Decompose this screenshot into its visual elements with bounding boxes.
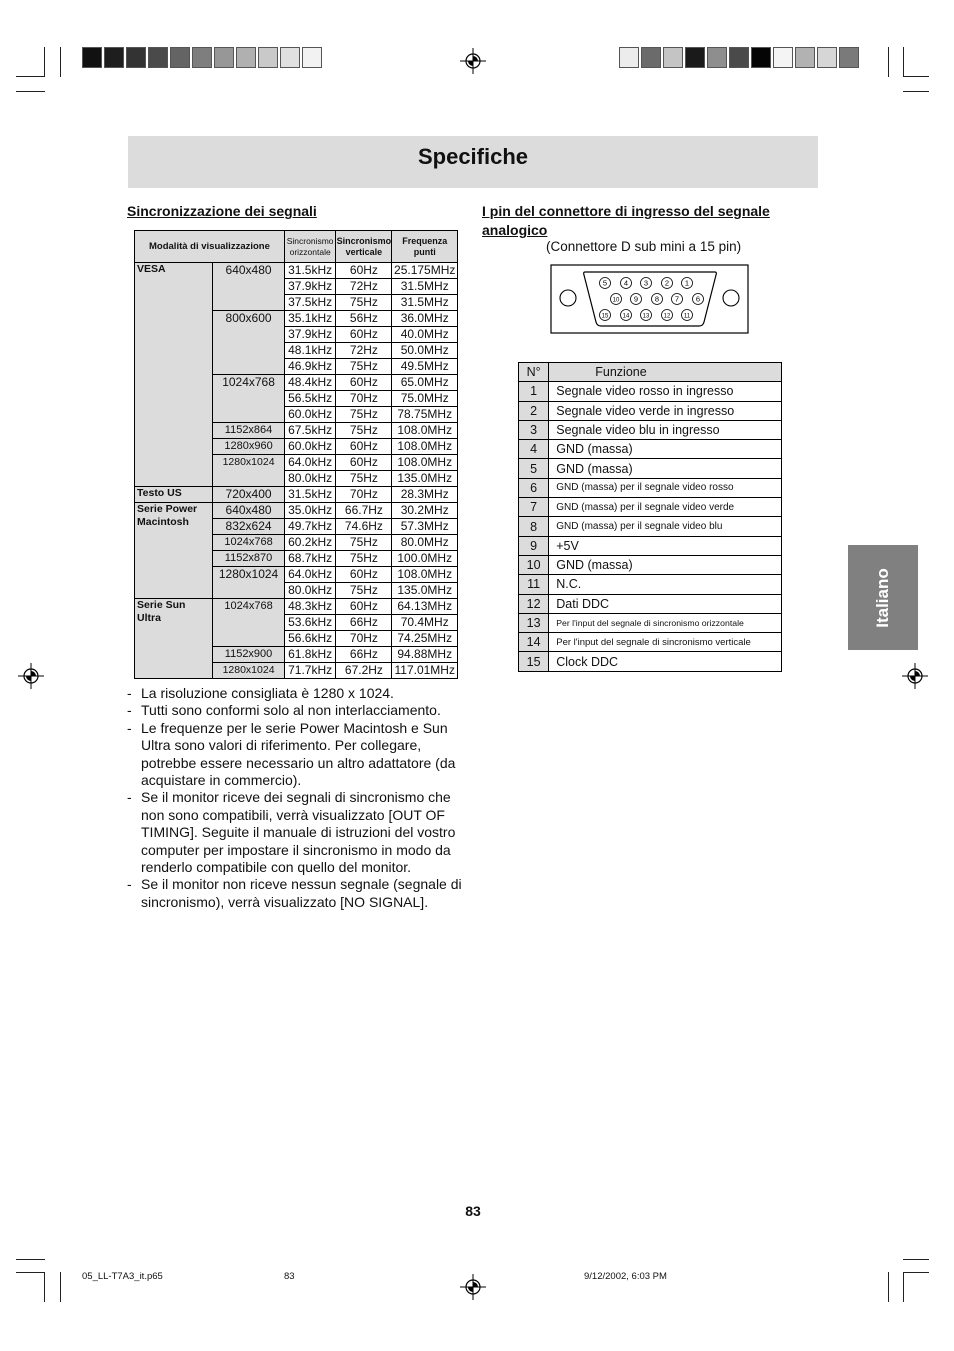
- language-tab-label-wrap: [848, 545, 918, 650]
- note-dash: -: [127, 876, 132, 893]
- table-row: [135, 599, 458, 615]
- hsync-cell: 46.9kHz: [284, 359, 336, 375]
- hsync-cell: 35.1kHz: [284, 311, 336, 327]
- color-swatch: [795, 47, 815, 68]
- note-text: Le frequenze per le serie Power Macintosh e Sun Ultra sono valori di riferimento. Per collegare, potrebbe essere necessario un altro adattatore (da acquistare in commercio).: [141, 719, 456, 789]
- pin-number: 9: [519, 536, 549, 555]
- hsync-cell: 31.5kHz: [284, 263, 336, 279]
- hsync-cell: 37.5kHz: [284, 295, 336, 311]
- vsync-cell: 60Hz: [336, 263, 392, 279]
- registration-mark-icon: [18, 663, 44, 689]
- color-swatch: [751, 47, 771, 68]
- note-text: Tutti sono conformi solo al non interlacciamento.: [141, 702, 441, 719]
- vsync-cell: 72Hz: [336, 343, 392, 359]
- vsync-cell: 75Hz: [336, 423, 392, 439]
- table-row: [519, 633, 782, 652]
- crop-mark: [903, 1272, 904, 1302]
- crop-mark: [16, 1259, 45, 1260]
- resolution-cell: 640x480: [213, 263, 285, 311]
- vsync-cell: 75Hz: [336, 407, 392, 423]
- note-dash: -: [127, 702, 132, 719]
- dot-freq-cell: 70.4MHz: [392, 615, 458, 631]
- vsync-cell: 75Hz: [336, 295, 392, 311]
- language-tab-label: Italiano: [872, 567, 892, 628]
- page-number: 83: [465, 1203, 481, 1219]
- note-text: Se il monitor riceve dei segnali di sincronismo che non sono compatibili, verrà visualizzato [OUT OF TIMING]. Seguite il manuale di istruzioni del vostro computer per impostare il sincronismo in modo da renderlo compatibile con quello del monitor.: [141, 789, 456, 876]
- crop-mark: [903, 91, 929, 92]
- hsync-cell: 48.1kHz: [284, 343, 336, 359]
- pin-function: Segnale video verde in ingresso: [549, 401, 782, 420]
- pin-function: Dati DDC: [549, 594, 782, 613]
- color-swatch: [258, 47, 278, 68]
- dot-freq-cell: 49.5MHz: [392, 359, 458, 375]
- hsync-cell: 48.3kHz: [284, 599, 336, 615]
- hsync-cell: 60.0kHz: [284, 439, 336, 455]
- pin-function: GND (massa): [549, 440, 782, 459]
- dot-freq-cell: 57.3MHz: [392, 519, 458, 535]
- pin-function: GND (massa) per il segnale video verde: [549, 498, 782, 517]
- color-swatch: [280, 47, 300, 68]
- pin-number: 1: [519, 382, 549, 401]
- hsync-cell: 60.2kHz: [284, 535, 336, 551]
- resolution-cell: 1152x864: [213, 423, 285, 439]
- dot-freq-cell: 108.0MHz: [392, 567, 458, 583]
- color-swatch: [773, 47, 793, 68]
- pin-function: Segnale video rosso in ingresso: [549, 382, 782, 401]
- dot-freq-cell: 135.0MHz: [392, 471, 458, 487]
- pin-label: 15: [601, 313, 609, 320]
- hsync-cell: 61.8kHz: [284, 647, 336, 663]
- dot-freq-cell: 65.0MHz: [392, 375, 458, 391]
- color-swatch: [148, 47, 168, 68]
- crop-mark: [16, 76, 45, 77]
- pin-label: 11: [683, 313, 691, 320]
- dot-freq-cell: 31.5MHz: [392, 279, 458, 295]
- pin-number: 4: [519, 440, 549, 459]
- resolution-cell: 1152x870: [213, 551, 285, 567]
- dot-freq-cell: 30.2MHz: [392, 503, 458, 519]
- pin-section-subheading: (Connettore D sub mini a 15 pin): [546, 239, 742, 254]
- vsync-cell: 72Hz: [336, 279, 392, 295]
- vsync-cell: 60Hz: [336, 439, 392, 455]
- dot-freq-cell: 64.13MHz: [392, 599, 458, 615]
- footer-date: 9/12/2002, 6:03 PM: [584, 1271, 667, 1282]
- crop-mark: [16, 1272, 45, 1273]
- note-item: [127, 685, 472, 702]
- vsync-cell: 56Hz: [336, 311, 392, 327]
- crop-mark: [903, 47, 904, 77]
- pin-function: GND (massa) per il segnale video blu: [549, 517, 782, 536]
- vsync-cell: 70Hz: [336, 631, 392, 647]
- pin-function: Segnale video blu in ingresso: [549, 420, 782, 439]
- vsync-cell: 60Hz: [336, 375, 392, 391]
- resolution-cell: 1280x1024: [213, 663, 285, 679]
- resolution-cell: 1024x768: [213, 599, 285, 647]
- note-item: [127, 789, 472, 876]
- pin-function: GND (massa): [549, 459, 782, 478]
- hsync-cell: 37.9kHz: [284, 279, 336, 295]
- dot-freq-cell: 135.0MHz: [392, 583, 458, 599]
- crop-mark: [888, 47, 889, 77]
- color-swatch: [663, 47, 683, 68]
- pin-label: 7: [674, 294, 680, 304]
- vsync-cell: 70Hz: [336, 487, 392, 503]
- color-swatch: [729, 47, 749, 68]
- resolution-cell: 832x624: [213, 519, 285, 535]
- pin-number: 7: [519, 498, 549, 517]
- hsync-cell: 64.0kHz: [284, 455, 336, 471]
- resolution-cell: 720x400: [213, 487, 285, 503]
- vsync-cell: 75Hz: [336, 551, 392, 567]
- note-item: [127, 702, 472, 719]
- registration-mark-icon: [460, 48, 486, 74]
- pin-function: N.C.: [549, 575, 782, 594]
- pin-number: 5: [519, 459, 549, 478]
- group-label: Testo US: [135, 487, 213, 503]
- hsync-cell: 56.5kHz: [284, 391, 336, 407]
- page-title: Specifiche: [417, 144, 529, 169]
- dot-freq-cell: 100.0MHz: [392, 551, 458, 567]
- table-row: [519, 382, 782, 401]
- pin-function: GND (massa) per il segnale video rosso: [549, 478, 782, 497]
- table-row: [519, 613, 782, 632]
- hsync-cell: 56.6kHz: [284, 631, 336, 647]
- dot-freq-cell: 75.0MHz: [392, 391, 458, 407]
- hsync-cell: 37.9kHz: [284, 327, 336, 343]
- pin-label: 10: [612, 297, 620, 304]
- pin-function: Clock DDC: [549, 652, 782, 671]
- pin-function: Per l'input del segnale di sincronismo verticale: [549, 633, 782, 652]
- hsync-cell: 67.5kHz: [284, 423, 336, 439]
- table-row: [519, 459, 782, 478]
- pin-number: 6: [519, 478, 549, 497]
- hsync-cell: 64.0kHz: [284, 567, 336, 583]
- vsync-cell: 60Hz: [336, 327, 392, 343]
- crop-mark: [60, 1272, 61, 1302]
- pin-number: 14: [519, 633, 549, 652]
- hsync-cell: 31.5kHz: [284, 487, 336, 503]
- vsync-cell: 70Hz: [336, 391, 392, 407]
- dot-freq-cell: 40.0MHz: [392, 327, 458, 343]
- color-swatch: [214, 47, 234, 68]
- dot-freq-header: Frequenza punti: [392, 231, 458, 263]
- vsync-cell: 75Hz: [336, 359, 392, 375]
- hsync-cell: 68.7kHz: [284, 551, 336, 567]
- crop-mark: [44, 47, 45, 77]
- dot-freq-cell: 108.0MHz: [392, 455, 458, 471]
- pin-label: 8: [654, 294, 660, 304]
- pin-number: 3: [519, 420, 549, 439]
- color-swatch: [707, 47, 727, 68]
- table-row: [519, 420, 782, 439]
- pin-number: 11: [519, 575, 549, 594]
- pin-number: 15: [519, 652, 549, 671]
- footer-filename: 05_LL-T7A3_it.p65: [82, 1271, 163, 1282]
- hsync-cell: 71.7kHz: [284, 663, 336, 679]
- table-row: [519, 401, 782, 420]
- resolution-cell: 1152x900: [213, 647, 285, 663]
- pin-label: 1: [684, 278, 690, 288]
- color-swatch: [104, 47, 124, 68]
- vsync-cell: 75Hz: [336, 471, 392, 487]
- table-row: [519, 498, 782, 517]
- table-row: [519, 575, 782, 594]
- vsync-header: Sincronismo verticale: [336, 231, 392, 263]
- dot-freq-cell: 74.25MHz: [392, 631, 458, 647]
- mode-header: Modalità di visualizzazione: [135, 231, 285, 263]
- pin-number: 8: [519, 517, 549, 536]
- vsync-cell: 60Hz: [336, 567, 392, 583]
- resolution-cell: 1024x768: [213, 375, 285, 423]
- vsync-cell: 60Hz: [336, 455, 392, 471]
- dot-freq-cell: 94.88MHz: [392, 647, 458, 663]
- d-sub-connector-icon: [550, 264, 750, 334]
- color-swatch: [685, 47, 705, 68]
- sync-table: [134, 230, 458, 679]
- pin-number: 13: [519, 613, 549, 632]
- crop-mark: [16, 91, 45, 92]
- table-row: [519, 517, 782, 536]
- vsync-cell: 74.6Hz: [336, 519, 392, 535]
- table-row: [519, 478, 782, 497]
- dot-freq-cell: 25.175MHz: [392, 263, 458, 279]
- pin-label: 9: [633, 294, 639, 304]
- pin-label: 13: [642, 313, 650, 320]
- crop-mark: [903, 1259, 929, 1260]
- pin-label: 6: [695, 294, 701, 304]
- vsync-cell: 75Hz: [336, 583, 392, 599]
- color-swatch: [236, 47, 256, 68]
- color-swatch: [839, 47, 859, 68]
- hsync-cell: 60.0kHz: [284, 407, 336, 423]
- color-swatch: [126, 47, 146, 68]
- pin-number-header: N°: [519, 363, 549, 382]
- table-row: [135, 263, 458, 279]
- pin-function-header: Funzione: [549, 363, 782, 382]
- crop-mark: [60, 47, 61, 77]
- sync-section-heading: Sincronizzazione dei segnali: [127, 203, 317, 219]
- color-swatch: [619, 47, 639, 68]
- pin-label: 12: [663, 313, 671, 320]
- table-row: [519, 440, 782, 459]
- crop-mark: [888, 1272, 889, 1302]
- dot-freq-cell: 78.75MHz: [392, 407, 458, 423]
- resolution-cell: 640x480: [213, 503, 285, 519]
- vsync-cell: 67.2Hz: [336, 663, 392, 679]
- color-swatch: [302, 47, 322, 68]
- registration-mark-icon: [460, 1274, 486, 1300]
- table-row: [519, 594, 782, 613]
- pin-function: Per l'input del segnale di sincronismo orizzontale: [549, 613, 782, 632]
- vsync-cell: 75Hz: [336, 535, 392, 551]
- pin-label: 14: [622, 313, 630, 320]
- dot-freq-cell: 36.0MHz: [392, 311, 458, 327]
- table-row: [135, 503, 458, 519]
- pin-function: +5V: [549, 536, 782, 555]
- crop-mark: [903, 1272, 929, 1273]
- table-row: [519, 555, 782, 574]
- dot-freq-cell: 117.01MHz: [392, 663, 458, 679]
- hsync-cell: 80.0kHz: [284, 583, 336, 599]
- table-row: [519, 536, 782, 555]
- color-swatch: [641, 47, 661, 68]
- note-text: La risoluzione consigliata è 1280 x 1024.: [141, 685, 394, 701]
- pin-label: 2: [664, 278, 670, 288]
- registration-mark-icon: [902, 663, 928, 689]
- pin-number: 12: [519, 594, 549, 613]
- dot-freq-cell: 50.0MHz: [392, 343, 458, 359]
- vsync-cell: 66.7Hz: [336, 503, 392, 519]
- group-label: Serie Power Macintosh: [135, 503, 213, 599]
- pin-function: GND (massa): [549, 555, 782, 574]
- pin-table: [518, 362, 782, 672]
- note-item: [127, 876, 472, 911]
- color-swatch: [170, 47, 190, 68]
- color-swatch: [192, 47, 212, 68]
- color-swatch: [817, 47, 837, 68]
- dot-freq-cell: 108.0MHz: [392, 439, 458, 455]
- group-label: Serie Sun Ultra: [135, 599, 213, 679]
- pin-number: 10: [519, 555, 549, 574]
- note-dash: -: [127, 789, 132, 806]
- hsync-cell: 48.4kHz: [284, 375, 336, 391]
- pin-section-heading: I pin del connettore di ingresso del segnale analogico: [482, 203, 770, 238]
- dot-freq-cell: 28.3MHz: [392, 487, 458, 503]
- pin-label: 4: [623, 278, 629, 288]
- dot-freq-cell: 108.0MHz: [392, 423, 458, 439]
- resolution-cell: 1280x1024: [213, 567, 285, 599]
- note-dash: -: [127, 719, 132, 736]
- vsync-cell: 66Hz: [336, 615, 392, 631]
- color-swatch: [82, 47, 102, 68]
- group-label: VESA: [135, 263, 213, 487]
- sync-table-header: [135, 231, 458, 263]
- footer-page: 83: [284, 1271, 295, 1282]
- resolution-cell: 1280x960: [213, 439, 285, 455]
- crop-mark: [903, 76, 929, 77]
- note-text: Se il monitor non riceve nessun segnale (segnale di sincronismo), verrà visualizzato [NO SIGNAL].: [141, 876, 462, 910]
- hsync-header: Sincronismo orizzontale: [284, 231, 336, 263]
- crop-mark: [44, 1272, 45, 1302]
- resolution-cell: 1280x1024: [213, 455, 285, 487]
- resolution-cell: 1024x768: [213, 535, 285, 551]
- hsync-cell: 49.7kHz: [284, 519, 336, 535]
- hsync-cell: 53.6kHz: [284, 615, 336, 631]
- table-row: [519, 652, 782, 671]
- note-item: [127, 720, 472, 790]
- pin-number: 2: [519, 401, 549, 420]
- vsync-cell: 60Hz: [336, 599, 392, 615]
- note-dash: -: [127, 685, 132, 701]
- dot-freq-cell: 31.5MHz: [392, 295, 458, 311]
- pin-table-header: [519, 363, 782, 382]
- table-row: [135, 487, 458, 503]
- vsync-cell: 66Hz: [336, 647, 392, 663]
- pin-label: 5: [602, 278, 608, 288]
- notes-list: [127, 685, 472, 911]
- resolution-cell: 800x600: [213, 311, 285, 375]
- hsync-cell: 35.0kHz: [284, 503, 336, 519]
- pin-label: 3: [643, 278, 649, 288]
- hsync-cell: 80.0kHz: [284, 471, 336, 487]
- dot-freq-cell: 80.0MHz: [392, 535, 458, 551]
